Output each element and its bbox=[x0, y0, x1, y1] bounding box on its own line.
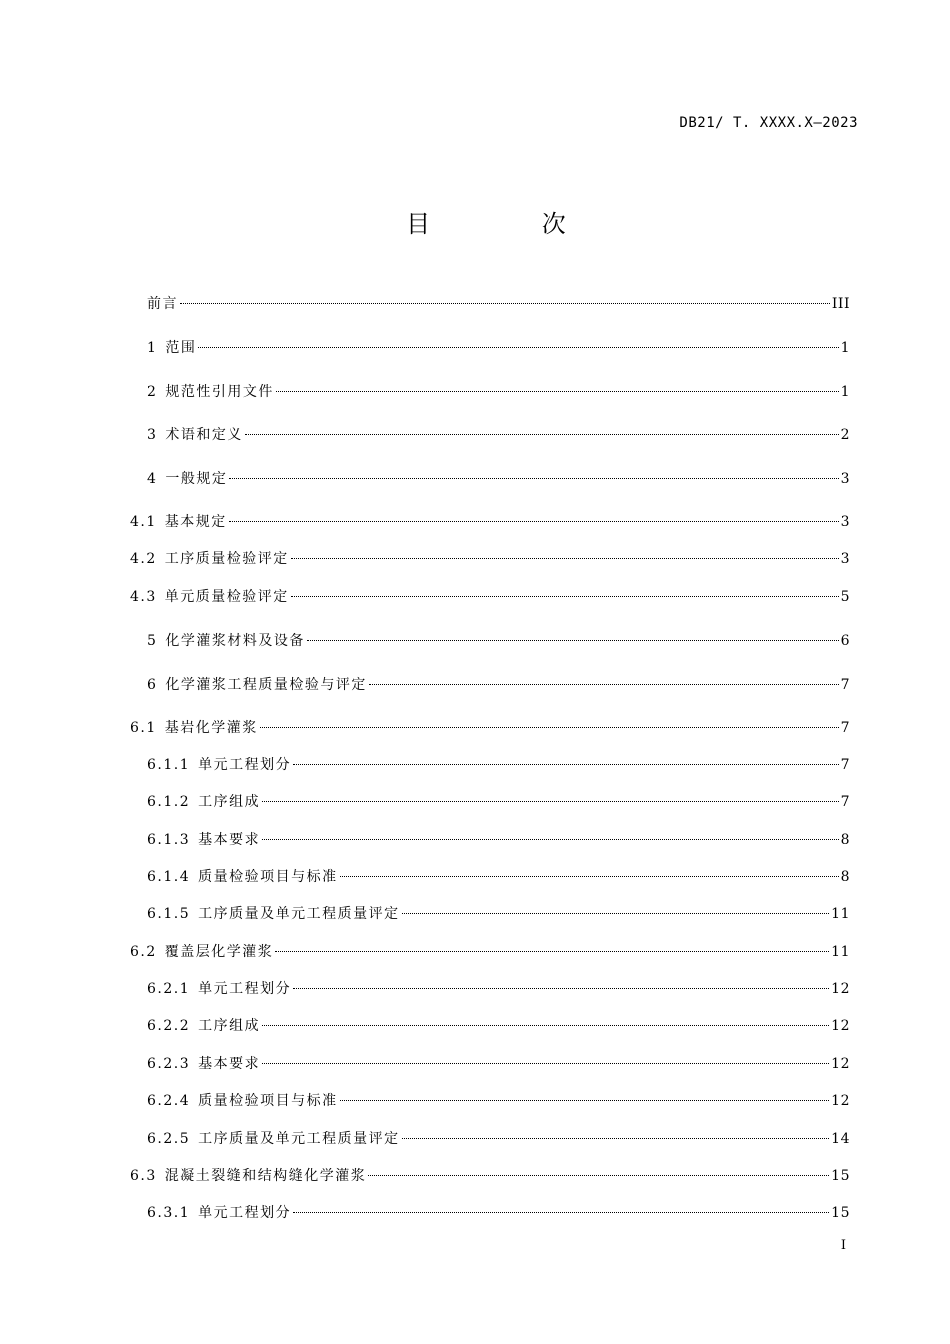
toc-entry-6-1-2[interactable] bbox=[147, 791, 850, 813]
toc-entry-6-3[interactable] bbox=[130, 1165, 850, 1187]
toc-leader-dots bbox=[402, 1138, 830, 1139]
toc-entry-label: 前言 bbox=[147, 296, 178, 312]
toc-entry-4-2[interactable] bbox=[130, 548, 850, 570]
toc-entry-6-2-5[interactable] bbox=[147, 1128, 850, 1150]
toc-entry-page: 5 bbox=[840, 589, 850, 605]
toc-entry-6-1[interactable] bbox=[130, 717, 850, 739]
toc-entry-label: 工序质量检验评定 bbox=[164, 551, 289, 567]
toc-entry-label: 一般规定 bbox=[165, 471, 228, 487]
toc-entry-6-1-4[interactable] bbox=[147, 866, 850, 888]
toc-leader-dots bbox=[291, 596, 839, 597]
toc-leader-dots bbox=[293, 988, 829, 989]
toc-entry-page: 15 bbox=[831, 1205, 850, 1221]
toc-leader-dots bbox=[340, 1100, 830, 1101]
toc-entry-6-1-3[interactable] bbox=[147, 829, 850, 851]
toc-leader-dots bbox=[229, 478, 838, 479]
toc-leader-dots bbox=[293, 1212, 829, 1213]
toc-entry-page: III bbox=[831, 296, 850, 312]
toc-entry-label: 工序质量及单元工程质量评定 bbox=[198, 906, 400, 922]
toc-entry-label: 单元质量检验评定 bbox=[164, 589, 289, 605]
toc-entry-number: 6.3.1 bbox=[147, 1205, 191, 1221]
toc-entry-page: 7 bbox=[840, 794, 850, 810]
toc-entry-page: 12 bbox=[831, 981, 850, 997]
toc-entry-page: 8 bbox=[840, 832, 850, 848]
toc-entry-label: 化学灌浆材料及设备 bbox=[165, 633, 305, 649]
toc-leader-dots bbox=[291, 558, 839, 559]
toc-leader-dots bbox=[293, 764, 838, 765]
toc-entry-6-1-5[interactable] bbox=[147, 903, 850, 925]
toc-entry-number: 6.1.2 bbox=[147, 794, 191, 810]
toc-leader-dots bbox=[340, 876, 839, 877]
toc-entry-page: 8 bbox=[840, 869, 850, 885]
toc-entry-6[interactable] bbox=[147, 674, 850, 696]
toc-entry-label: 覆盖层化学灌浆 bbox=[164, 944, 274, 960]
toc-entry-label: 工序组成 bbox=[198, 794, 261, 810]
toc-entry-page: 7 bbox=[840, 720, 850, 736]
toc-entry-number: 1 bbox=[147, 340, 158, 356]
toc-entry-label: 工序质量及单元工程质量评定 bbox=[198, 1131, 400, 1147]
toc-leader-dots bbox=[369, 684, 839, 685]
toc-leader-dots bbox=[245, 434, 839, 435]
toc-entry-6-2-1[interactable] bbox=[147, 978, 850, 1000]
toc-entry-number: 4 bbox=[147, 471, 158, 487]
toc-entry-number: 6.2.4 bbox=[147, 1093, 191, 1109]
toc-entry-number: 6.3 bbox=[130, 1168, 157, 1184]
toc-leader-dots bbox=[262, 839, 838, 840]
toc-entry-page: 12 bbox=[831, 1093, 850, 1109]
toc-entry-foreword[interactable] bbox=[147, 293, 850, 315]
toc-entry-label: 基本规定 bbox=[164, 514, 227, 530]
toc-entry-number: 3 bbox=[147, 427, 158, 443]
toc-entry-number: 4.3 bbox=[130, 589, 157, 605]
toc-entry-page: 12 bbox=[831, 1056, 850, 1072]
toc-entry-label: 质量检验项目与标准 bbox=[198, 869, 338, 885]
toc-entry-page: 6 bbox=[840, 633, 850, 649]
toc-entry-page: 14 bbox=[831, 1131, 850, 1147]
toc-entry-page: 1 bbox=[840, 340, 850, 356]
toc-entry-number: 6 bbox=[147, 677, 158, 693]
toc-entry-number: 6.2.2 bbox=[147, 1018, 191, 1034]
toc-entry-page: 3 bbox=[840, 551, 850, 567]
toc-entry-label: 单元工程划分 bbox=[198, 981, 292, 997]
toc-entry-6-1-1[interactable] bbox=[147, 754, 850, 776]
toc-entry-number: 2 bbox=[147, 384, 158, 400]
toc-entry-number: 5 bbox=[147, 633, 158, 649]
toc-entry-number: 6.2.1 bbox=[147, 981, 191, 997]
toc-entry-6-2[interactable] bbox=[130, 941, 850, 963]
toc-entry-number: 6.1.1 bbox=[147, 757, 191, 773]
toc-entry-number: 6.2.5 bbox=[147, 1131, 191, 1147]
toc-entry-number: 6.1 bbox=[130, 720, 157, 736]
toc-entry-6-2-2[interactable] bbox=[147, 1015, 850, 1037]
toc-entry-3[interactable] bbox=[147, 424, 850, 446]
toc-entry-page: 7 bbox=[840, 757, 850, 773]
toc-leader-dots bbox=[276, 391, 839, 392]
toc-entry-6-2-3[interactable] bbox=[147, 1053, 850, 1075]
toc-entry-label: 化学灌浆工程质量检验与评定 bbox=[165, 677, 367, 693]
toc-entry-label: 基本要求 bbox=[198, 832, 261, 848]
toc-entry-page: 2 bbox=[840, 427, 850, 443]
toc-entry-6-3-1[interactable] bbox=[147, 1202, 850, 1224]
toc-leader-dots bbox=[275, 951, 829, 952]
toc-entry-page: 12 bbox=[831, 1018, 850, 1034]
toc-entry-page: 15 bbox=[831, 1168, 850, 1184]
toc-entry-number: 6.2 bbox=[130, 944, 157, 960]
toc-leader-dots bbox=[262, 801, 838, 802]
toc-entry-label: 质量检验项目与标准 bbox=[198, 1093, 338, 1109]
toc-entry-6-2-4[interactable] bbox=[147, 1090, 850, 1112]
toc-leader-dots bbox=[368, 1175, 829, 1176]
toc-entry-label: 单元工程划分 bbox=[198, 1205, 292, 1221]
toc-entry-number: 6.1.4 bbox=[147, 869, 191, 885]
page-number: I bbox=[840, 1238, 846, 1253]
toc-entry-page: 3 bbox=[840, 514, 850, 530]
toc-entry-page: 11 bbox=[831, 906, 850, 922]
toc-entry-label: 工序组成 bbox=[198, 1018, 261, 1034]
toc-entry-page: 1 bbox=[840, 384, 850, 400]
toc-entry-1[interactable] bbox=[147, 337, 850, 359]
toc-entry-page: 7 bbox=[840, 677, 850, 693]
toc-entry-label: 术语和定义 bbox=[165, 427, 243, 443]
toc-entry-4-1[interactable] bbox=[130, 511, 850, 533]
toc-title: 目 次 bbox=[406, 210, 618, 238]
document-code: DB21/ T. XXXX.X—2023 bbox=[679, 115, 858, 131]
toc-entry-5[interactable] bbox=[147, 630, 850, 652]
toc-leader-dots bbox=[229, 521, 839, 522]
toc-leader-dots bbox=[260, 727, 839, 728]
toc-entry-page: 3 bbox=[840, 471, 850, 487]
toc-entry-4-3[interactable] bbox=[130, 586, 850, 608]
toc-leader-dots bbox=[180, 303, 830, 304]
toc-leader-dots bbox=[198, 347, 838, 348]
toc-entry-4[interactable] bbox=[147, 468, 850, 490]
toc-entry-number: 6.1.5 bbox=[147, 906, 191, 922]
toc-entry-2[interactable] bbox=[147, 381, 850, 403]
toc-entry-label: 范围 bbox=[165, 340, 197, 356]
toc-entry-label: 混凝土裂缝和结构缝化学灌浆 bbox=[164, 1168, 367, 1184]
toc-entry-number: 4.2 bbox=[130, 551, 157, 567]
toc-entry-page: 11 bbox=[831, 944, 850, 960]
toc-leader-dots bbox=[307, 640, 839, 641]
toc-leader-dots bbox=[402, 913, 830, 914]
toc-entry-number: 6.1.3 bbox=[147, 832, 191, 848]
toc-entry-label: 基岩化学灌浆 bbox=[164, 720, 258, 736]
toc-entry-label: 基本要求 bbox=[198, 1056, 261, 1072]
toc-leader-dots bbox=[262, 1025, 829, 1026]
toc-entry-label: 单元工程划分 bbox=[198, 757, 292, 773]
toc-entry-number: 6.2.3 bbox=[147, 1056, 191, 1072]
toc-entry-label: 规范性引用文件 bbox=[165, 384, 274, 400]
toc-leader-dots bbox=[262, 1063, 829, 1064]
toc-entry-number: 4.1 bbox=[130, 514, 157, 530]
